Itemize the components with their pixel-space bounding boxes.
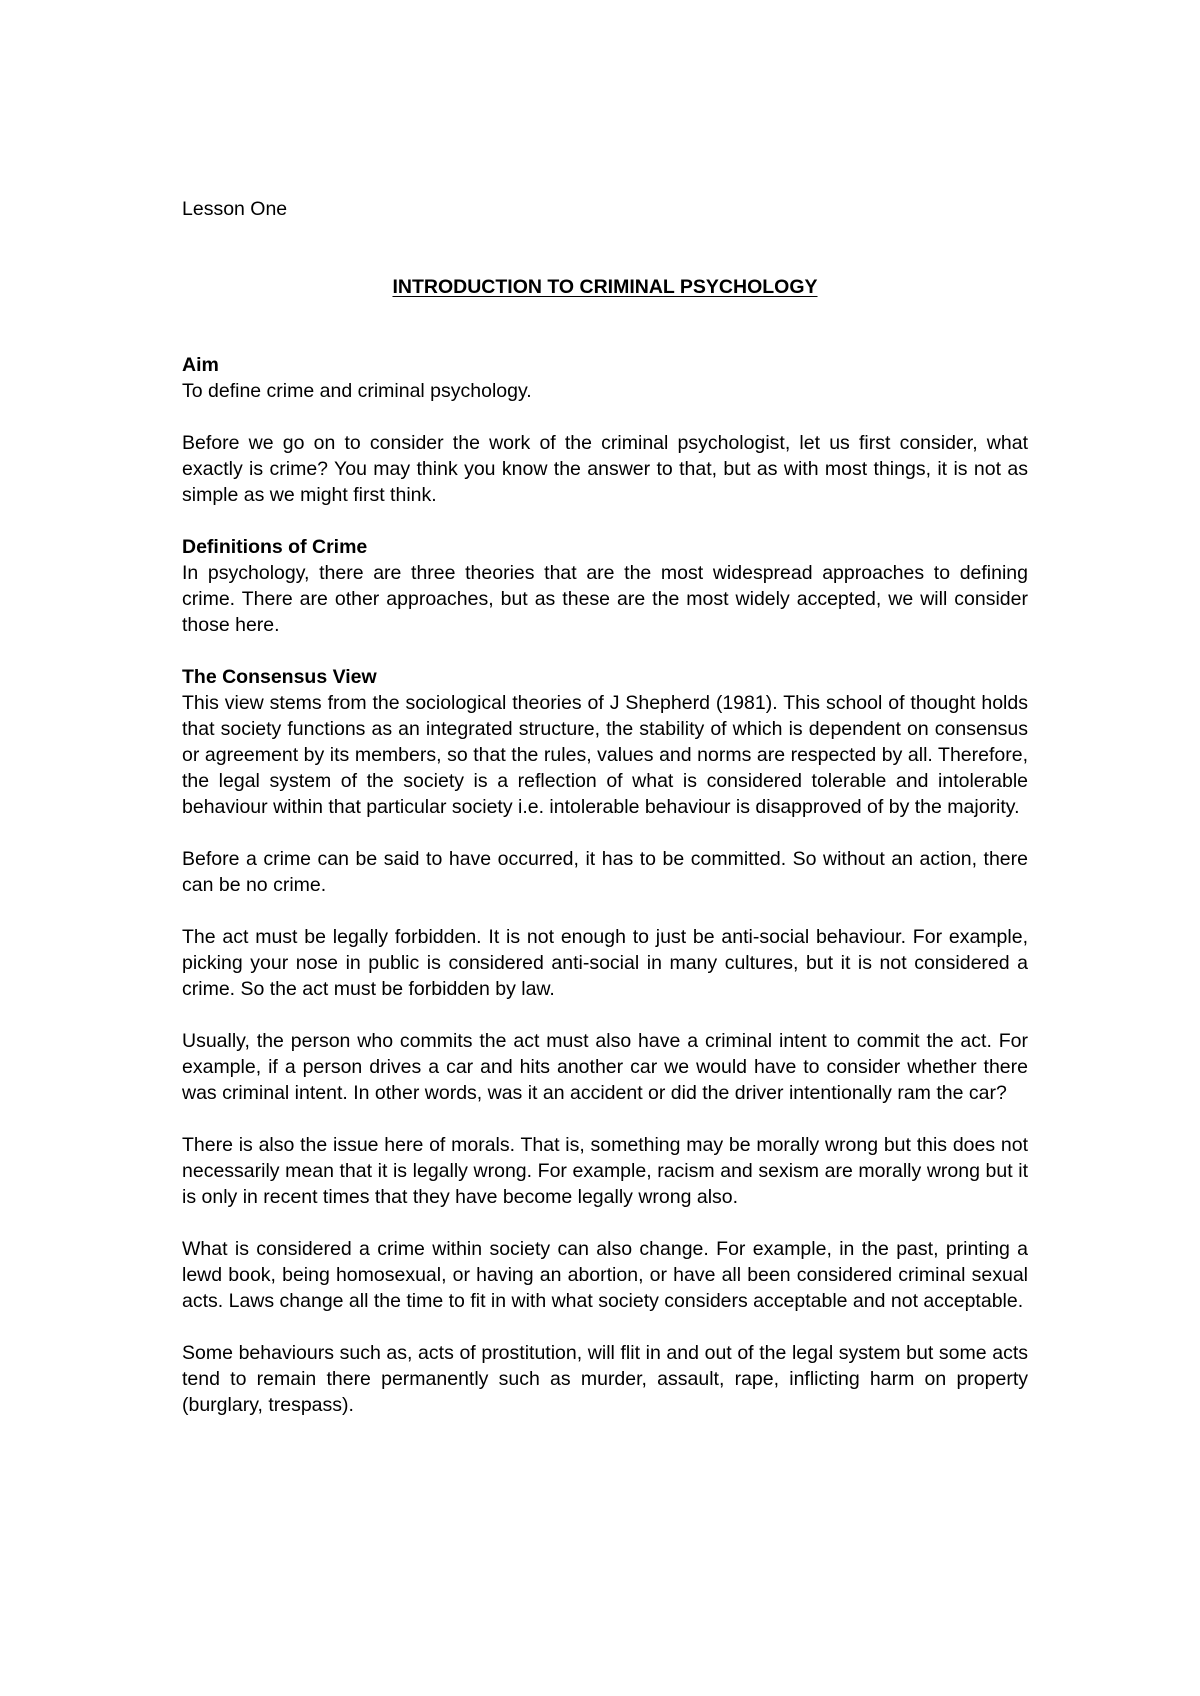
body-paragraph: There is also the issue here of morals. That is, something may be morally wrong but this does not necessarily mean that it is legally wrong. For example, racism and sexism are morally wrong but it is only in recent times that they have become legally wrong also. [182,1134,1028,1208]
aim-text: To define crime and criminal psychology. [182,380,532,402]
body-paragraph: Before a crime can be said to have occurred, it has to be committed. So without an action, there can be no crime. [182,848,1028,896]
consensus-text: This view stems from the sociological theories of J Shepherd (1981). This school of thought holds that society functions as an integrated structure, the stability of which is dependent on consensus or agreement by its members, so that the rules, values and norms are respected by all. Therefore, the legal system of the society is a reflection of what is considered tolerable and intolerable behaviour within that particular society i.e. intolerable behaviour is disapproved of by the majority. [182,692,1028,818]
definitions-heading: Definitions of Crime [182,536,368,558]
body-paragraph: What is considered a crime within society can also change. For example, in the past, printing a lewd book, being homosexual, or having an abortion, or have all been considered criminal sexual acts. Laws change all the time to fit in with what society considers acceptable and not acceptable. [182,1238,1028,1312]
consensus-heading: The Consensus View [182,666,377,688]
lesson-label: Lesson One [182,198,288,220]
document-title: INTRODUCTION TO CRIMINAL PSYCHOLOGY [392,276,818,298]
intro-paragraph: Before we go on to consider the work of the criminal psychologist, let us first consider, what exactly is crime? You may think you know the answer to that, but as with most things, it is not as simple as we might first think. [182,432,1028,506]
body-paragraph: The act must be legally forbidden. It is not enough to just be anti-social behaviour. For example, picking your nose in public is considered anti-social in many cultures, but it is not considered a crime. So the act must be forbidden by law. [182,926,1028,1000]
definitions-text: In psychology, there are three theories that are the most widespread approaches to defining crime. There are other approaches, but as these are the most widely accepted, we will consider those here. [182,562,1028,636]
body-paragraph: Usually, the person who commits the act must also have a criminal intent to commit the act. For example, if a person drives a car and hits another car we would have to consider whether there was criminal intent. In other words, was it an accident or did the driver intentionally ram the car? [182,1030,1028,1104]
aim-heading: Aim [182,354,219,376]
document-body [182,196,1028,1418]
body-paragraph: Some behaviours such as, acts of prostitution, will flit in and out of the legal system but some acts tend to remain there permanently such as murder, assault, rape, inflicting harm on property (burglary, trespass). [182,1342,1028,1416]
